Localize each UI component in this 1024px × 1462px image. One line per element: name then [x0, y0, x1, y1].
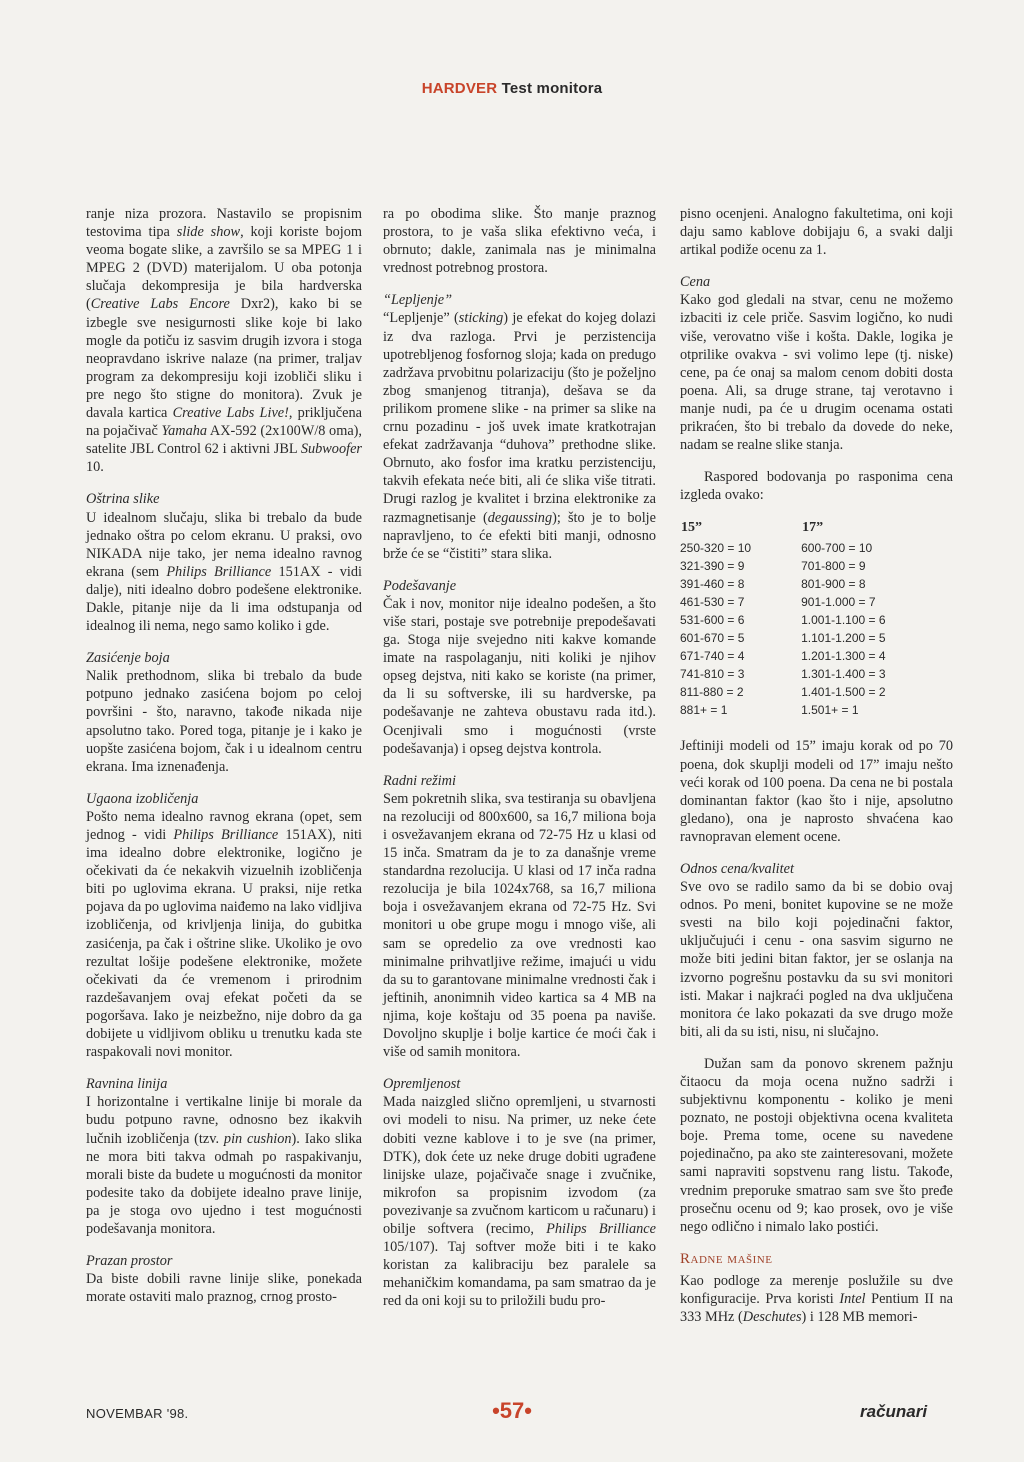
subheading: Ravnina linija — [86, 1076, 168, 1093]
page-number: •57• — [492, 1398, 532, 1423]
score-15: 391-460 = 8 — [680, 577, 745, 592]
score-17: 600-700 = 10 — [801, 541, 873, 556]
subheading: Zasićenje boja — [86, 650, 170, 667]
paragraph: Raspored bodovanja po rasponima cena izgleda ovako: — [680, 469, 953, 504]
score-17: 701-800 = 9 — [801, 559, 866, 574]
section-work-modes: Radni režimi Sem pokretnih slika, sva testiranja su obavljena na rezoluciji od 800x600, sa 16,7 miliona boja i osvežavanjem ekrana od 72-75 Hz u klasi od 15 inča. Smatram da je to za današnje vreme standardna rezolucija. U klasi od 17 inča radna rezolucija je bila 1024x768, sa 16,7 miliona boja i osvežavanjem ekrana od 72-75 Hz. Svi monitori u obe grupe mogu i mnogo više, ali sam se opredelio za ove vrednosti kao minimalne prihvatljive režime, imajući u vidu da su to garantovane minimalne vrednosti čak i jeftinih, anonimnih video kartica sa 4 MB na njima, koje koštaju od 35 poena pa naviše. Dovoljno skuplje i bolje kartice će moći čak i više od samih monitora. — [383, 772, 656, 1061]
column-1 — [86, 205, 362, 1320]
score-17: 901-1.000 = 7 — [801, 595, 876, 610]
score-15: 601-670 = 5 — [680, 631, 745, 646]
paragraph: Jeftiniji modeli od 15” imaju korak od po 70 poena, dok skuplji modeli od 17” imaju nešto veći korak od 100 poena. Da cena ne bi postala dominantan faktor (kao što i nije, apsolutno gledano), ona je naprosto shvaćena kao ravnopravan element ocene. — [680, 738, 953, 845]
subheading: Podešavanje — [383, 577, 457, 594]
subheading: Radne mašine — [680, 1250, 773, 1267]
subheading: Ugaona izobličenja — [86, 790, 199, 807]
section-line-straightness: Ravnina linija I horizontalne i vertikalne linije bi morale da budu potpuno ravne, odnosno bez ikakvih lučnih izobličenja (tzv. pin cushion). Iako slika ne mora biti takva odmah po raspakivanju, morali biste da budete u mogućnosti da monitor podesite tako da dobijete idealno prave linije, pa je stoga ovo ujedno i test mogućnosti podešavanja monitora. — [86, 1076, 362, 1237]
table-row — [680, 575, 945, 593]
section-empty-space: Prazan prostor Da biste dobili ravne linije slike, ponekada morate ostaviti malo praznog, crnog prosto- — [86, 1253, 362, 1306]
score-15: 741-810 = 3 — [680, 667, 745, 682]
column-2 — [383, 205, 656, 1324]
section-sticking: “Lepljenje” “Lepljenje” (sticking) je efekat do kojeg dolazi iz dva razloga. Prvi je perzistencija upotrebljenog fosfornog sloja; kada on predugo zadržava prvobitnu polarizaciju (što je poželjno zbog smanjenog titranja), dešava se da prilikom promene slike - na primer sa slike na crnu pozadinu - još uvek imate kratkotrajan efekat zadržavanja “duhova” prethodne slike. Obrnuto, ako fosfor ima kratku perzistenciju, takvih efekata neće biti, ali će slika više titrati. Drugi razlog je kvalitet i brzina elektronike za razmagnetisanje (degaussing); što je to bolje napravljeno, to će efekti biti manji, odnosno brže će se “čistiti” stara slika. — [383, 292, 656, 562]
score-17: 1.001-1.100 = 6 — [801, 613, 886, 628]
section-sharpness: Oštrina slike U idealnom slučaju, slika bi trebalo da bude jednako oštra po celom ekranu. U praksi, ovo NIKADA nije tako, jer nema idealno ravnog ekrana (sem Philips Brilliance 151AX - vidi dalje), niti idealno dobro podešene elektronike. Dakle, pitanje nije da li ima odstupanja od idealnog ili nema, nego samo koliko i gde. — [86, 491, 362, 635]
table-row — [680, 665, 945, 683]
issue-date: NOVEMBAR '98. — [86, 1406, 189, 1421]
score-17: 1.201-1.300 = 4 — [801, 649, 886, 664]
table-row — [680, 629, 945, 647]
score-15: 811-880 = 2 — [680, 685, 744, 700]
score-17: 1.301-1.400 = 3 — [801, 667, 886, 682]
paragraph: pisno ocenjeni. Analogno fakultetima, oni koji daju samo kablove dobijaju 6, a svaki dalji artikal podiže ocenu za 1. — [680, 206, 953, 259]
score-17: 801-900 = 8 — [801, 577, 866, 592]
section-corner-distortion: Ugaona izobličenja Pošto nema idealno ravnog ekrana (opet, sem jednog - vidi Philips Brilliance 151AX), niti ima idealno dobre elektronike, logično je očekivati da će nekakvih vizuelnih izobličenja biti po uglovima ekrana. U praksi, nije retka pojava da po uglovima naiđemo na lako vidljiva izobličenja, od krivljenja linija, do gubitka zasićenja, pa čak i oštrine slike. Ukoliko je ovo rezultat lošije podešene elektronike, možete očekivati da će vremenom i prirodnim razdešavanjem ovaj efekat početi da se pogoršava. Iako je neizbežno, nije dobro da ga dobijete u vidljivom obliku u trenutku kada ste raspakovali novi monitor. — [86, 790, 362, 1061]
score-15: 671-740 = 4 — [680, 649, 745, 664]
score-17: 1.501+ = 1 — [801, 703, 859, 718]
section-label: HARDVER — [421, 80, 498, 97]
table-row — [680, 701, 945, 719]
score-15: 881+ = 1 — [680, 703, 728, 718]
subheading: Opremljenost — [383, 1076, 461, 1093]
table-row — [680, 611, 945, 629]
table-header-17: 17” — [802, 520, 824, 536]
score-15: 531-600 = 6 — [680, 613, 745, 628]
paragraph: Dužan sam da ponovo skrenem pažnju čitaocu da moja ocena nužno sadrži i subjektivnu komponentu - koliko je meni poznato, ne postoji objektivna ocena kvaliteta boje. Prema tome, ocene su navedene pojedinačno, pa ako ste zainteresovani, možete sami napraviti sopstvenu rang listu. Takođe, vrednim preporuke smatrao sam sve što pređe prosečnu ocenu od 9; kao prosek, ovo je više nego odlično i nimalo lako postići. — [680, 1055, 953, 1235]
subheading: Radni režimi — [383, 772, 456, 789]
paragraph: ranje niza prozora. Nastavilo se propisnim testovima tipa slide show, koji koriste bojom veoma bogate slike, a završilo se sa MPEG 1 i MPEG 2 (DVD) materijalom. U oba potonja slučaja dekompresija je bila hardverska (Creative Labs Encore Dxr2), kako bi se izbegle sve nesigurnosti slike koje bi lako mogle da potiču iz sasvim drugih izvora i stoga neopravdano iskrive nalaze (na primer, traljav program za dekompresiju koji izobliči sliku i pre nego što stigne do monitora). Zvuk je davala kartica Creative Labs Live!, priključena na pojačivač Yamaha AX-592 (2x100W/8 oma), satelite JBL Control 62 i aktivni JBL Subwoofer 10. — [86, 206, 362, 476]
paragraph: ra po obodima slike. Što manje praznog prostora, to je vaša slika efektivno veća, i obrnuto; dakle, zanimala nas je minimalna vrednost potrebnog prostora. — [383, 206, 656, 277]
subheading: Cena — [680, 274, 711, 291]
score-table — [680, 518, 945, 719]
score-17: 1.401-1.500 = 2 — [801, 685, 886, 700]
section-equipment: Opremljenost Mada naizgled slično opremljeni, u stvarnosti ovi modeli to nisu. Na primer, uz neke ćete dobiti vezne kablove i to je sve (na primer, DTK), dok ćete uz neke druge dobiti ugrađene linijske ulaze, pojačivače snage i zvučnike, mikrofon sa propisnim izvodom (za povezivanje sa zvučnom karticom u računaru) i obilje softvera (recimo, Philips Brilliance 105/107). Taj softver može biti i te kako koristan za kalibraciju bez paralele sa mehaničkim komandama, pa sam smatrao da je red da oni koji su to priložili budu pro- — [383, 1076, 656, 1310]
section-price-quality: Odnos cena/kvalitet Sve ovo se radilo samo da bi se dobio ovaj odnos. Po meni, bonitet kupovine se ne može svesti na bilo koji pojedinačni faktor, uključujući i cenu - ona sasvim sigurno ne može biti jedini bitan faktor, jer se oslanja na izvorno pogrešnu postavku da su svi monitori isti. Makar i najkraći pogled na dva uključena monitora će lako pokazati da sve drugo može biti, ali da su isti, nisu, ni slučajno. — [680, 860, 953, 1040]
table-row — [680, 539, 945, 557]
table-header-15: 15” — [681, 520, 702, 536]
table-row — [680, 683, 945, 701]
magazine-name: računari — [860, 1402, 928, 1421]
score-15: 321-390 = 9 — [680, 559, 745, 574]
running-header — [0, 80, 1024, 97]
table-row — [680, 593, 945, 611]
section-topic: Test monitora — [501, 80, 603, 97]
table-row — [680, 557, 945, 575]
section-adjustment: Podešavanje Čak i nov, monitor nije idealno podešen, a što više stari, postaje sve potrebnije prepodešavati ga. Stoga nije svejedno niti kakve komande imate na raspolaganju, niti koliki je njihov opseg dejstva, niti kako se koriste (na primer, da li su softverske, ili su hardverske, pa podešavanje ne zahteva obustavu rada itd.). Ocenjivali smo i mogućnosti (vrste podešavanja) i opseg dejstva kontrola. — [383, 577, 656, 757]
score-17: 1.101-1.200 = 5 — [801, 631, 886, 646]
table-row — [680, 647, 945, 665]
section-price: Cena Kako god gledali na stvar, cenu ne možemo izbaciti iz cele priče. Sasvim logično, ko nudi više, verovatno više i košta. Dakle, logika je otprilike ovakva - svi volimo lepe (tj. niske) cene, pa će onaj sa malom cenom dobiti dosta poena. Ali, sa druge strane, taj verotavno i manje nudi, pa će u drugim ocenama ostati prikraćen, što bi trebalo da dovede do neke, nadam se realne slike stanja. — [680, 274, 953, 454]
subheading: “Lepljenje” — [383, 292, 453, 309]
subheading: Prazan prostor — [86, 1253, 173, 1270]
column-3 — [680, 205, 953, 1340]
section-test-machines: Radne mašine Kao podloge za merenje poslužile su dve konfiguracije. Prva koristi Intel Pentium II na 333 MHz (Deschutes) i 128 MB memori- — [680, 1250, 953, 1326]
score-15: 461-530 = 7 — [680, 595, 745, 610]
subheading: Odnos cena/kvalitet — [680, 860, 794, 877]
score-15: 250-320 = 10 — [680, 541, 752, 556]
subheading: Oštrina slike — [86, 491, 160, 508]
section-saturation: Zasićenje boja Nalik prethodnom, slika bi trebalo da bude potpuno jednako zasićena bojom po celoj površini - što, naravno, takođe nikada nije apsolutno tako. Pored toga, pitanje je i kako je uopšte zasićena bojom, čak i u idealnom centru ekrana. Ima iznenađenja. — [86, 650, 362, 775]
